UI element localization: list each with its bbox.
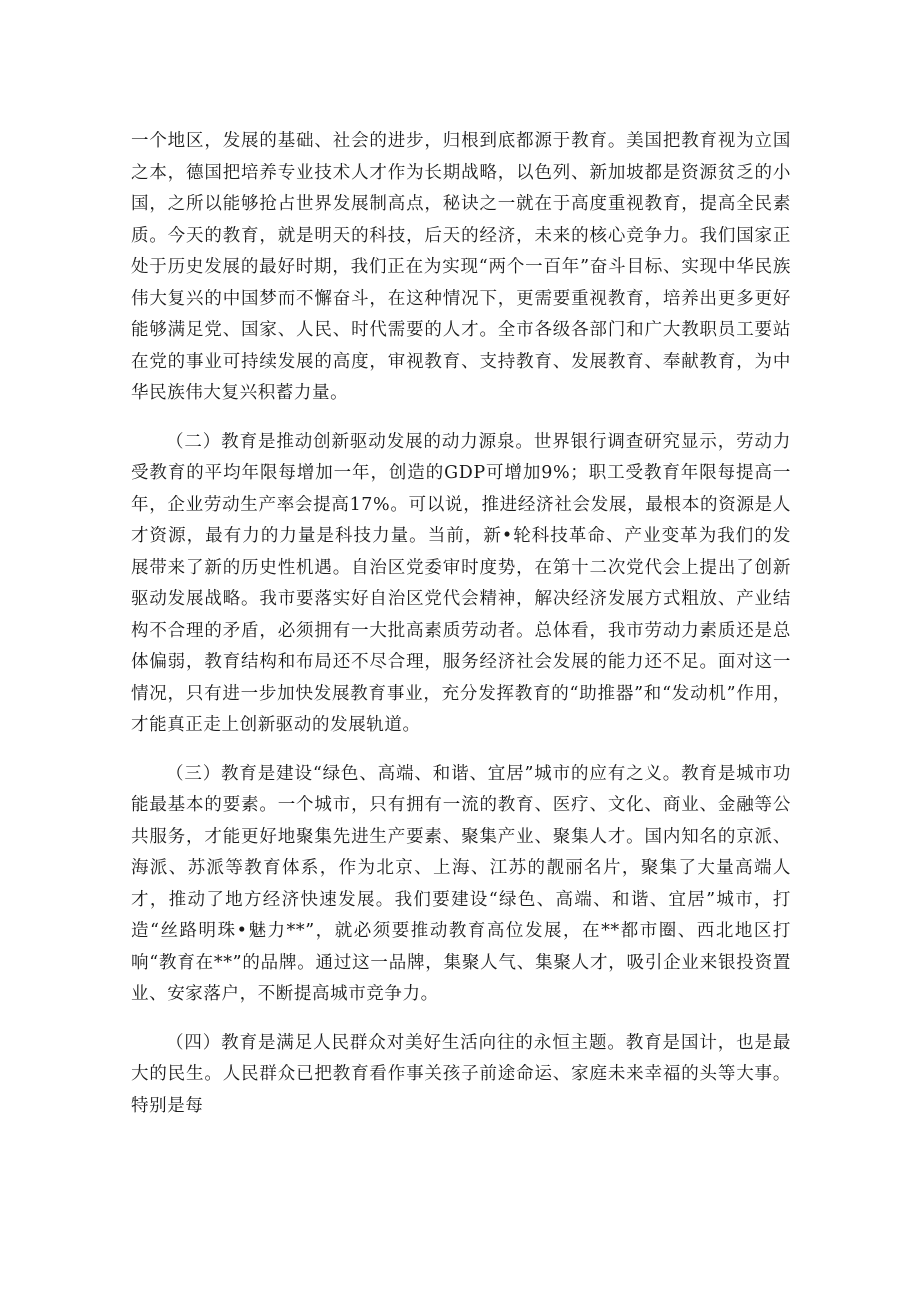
paragraph-section-3: （三）教育是建设“绿色、高端、和谐、宜居”城市的应有之义。教育是城市功能最基本的要素。一个城市，只有拥有一流的教育、医疗、文化、商业、金融等公共服务，才能更好地聚集先进生产要素、聚集产业、聚集人才。国内知名的京派、海派、苏派等教育体系，作为北京、上海、江苏的靓丽名片，聚集了大量高端人才，推动了地方经济快速发展。我们要建设“绿色、高端、和谐、宜居”城市，打造“丝路明珠•魅力**”，就必须要推动教育高位发展，在**都市圈、西北地区打响“教育在**”的品牌。通过这一品牌，集聚人气、集聚人才，吸引企业来银投资置业、安家落户，不断提高城市竞争力。 [131,763,791,1004]
document-page [131,126,791,1122]
paragraph-section-4: （四）教育是满足人民群众对美好生活向往的永恒主题。教育是国计，也是最大的民生。人民群众已把教育看作事关孩子前途命运、家庭未来幸福的头等大事。特别是每 [131,1032,791,1116]
paragraph-intro: 一个地区，发展的基础、社会的进步，归根到底都源于教育。美国把教育视为立国之本，德国把培养专业技术人才作为长期战略，以色列、新加坡都是资源贫乏的小国，之所以能够抢占世界发展制高点，秘诀之一就在于高度重视教育，提高全民素质。今天的教育，就是明天的科技，后天的经济，未来的核心竞争力。我们国家正处于历史发展的最好时期，我们正在为实现“两个一百年”奋斗目标、实现中华民族伟大复兴的中国梦而不懈奋斗，在这种情况下，更需要重视教育，培养出更多更好能够满足党、国家、人民、时代需要的人才。全市各级各部门和广大教职员工要站在党的事业可持续发展的高度，审视教育、支持教育、发展教育、奉献教育，为中华民族伟大复兴积蓄力量。 [131,131,791,403]
paragraph-section-2: （二）教育是推动创新驱动发展的动力源泉。世界银行调查研究显示，劳动力受教育的平均年限每增加一年，创造的GDP可增加9%；职工受教育年限每提高一年，企业劳动生产率会提高17%。可以说，推进经济社会发展，最根本的资源是人才资源，最有力的力量是科技力量。当前，新•轮科技革命、产业变革为我们的发展带来了新的历史性机遇。自治区党委审时度势，在第十二次党代会上提出了创新驱动发展战略。我市要落实好自治区党代会精神，解决经济发展方式粗放、产业结构不合理的矛盾，必须拥有一大批高素质劳动者。总体看，我市劳动力素质还是总体偏弱，教育结构和布局还不尽合理，服务经济社会发展的能力还不足。面对这一情况，只有进一步加快发展教育事业，充分发挥教育的“助推器”和“发动机”作用，才能真正走上创新驱动的发展轨道。 [131,431,791,735]
